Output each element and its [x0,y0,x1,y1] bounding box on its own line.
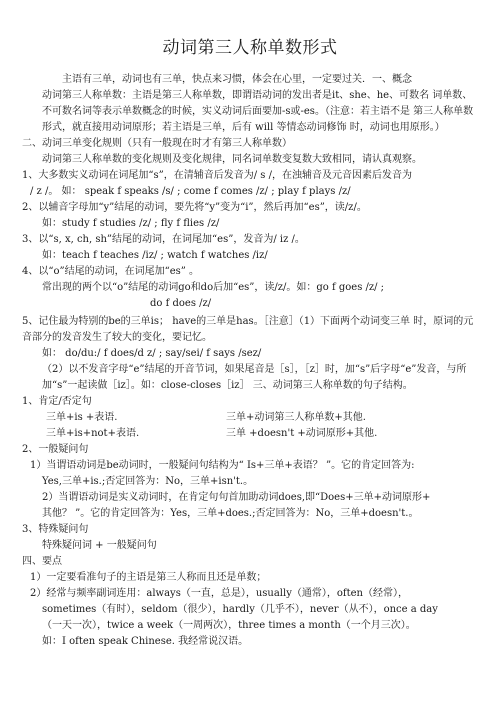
section-4-heading: 四、要点 [22,556,62,567]
question-rule-2: 2）当谓语动词是实义动词时，在肯定句句首加助动词does,即“Does+三单+动词原形+ [42,492,431,503]
formula-row-1 [22,410,482,426]
key-point-2-adverbs: sometimes（有时），seldom（很少），hardly（几乎不），never（从不），once a day [42,604,438,615]
rule-5-example: 如： do/du:/ f does/d z/ ; say/sei/ f says /sez/ [42,348,262,359]
question-rule-2-answer: 其他？ ”。它的肯定回答为：Yes，三单+does.;否定回答为：No，三单+doesn't.。 [42,508,419,519]
document-body [22,72,482,650]
section-2-heading: 二、动词三单变化规则（只有一般现在时才有第三人称单数） [22,138,292,149]
section-3-2-heading: 2、一般疑问句 [22,444,89,455]
intro-rhyme: 主语有三单，动词也有三单，快点来习惯，体会在心里，一定要过关．一、概念 [62,74,412,85]
rule-3: 3、以“s, x, ch, sh”结尾的动词，在词尾加“es”，发音为/ iz /。 [22,234,305,245]
rule-4-example: do f does /z/ [150,298,212,309]
key-point-1: 1）一定要看准句子的主语是第三人称而且还是单数； [30,572,267,583]
formula-negative-be: 三单+is+not+表语. [46,428,140,439]
formula-affirmative-verb: 三单+动词第三人称单数+其他. [226,412,366,423]
section-3-3-heading: 3、特殊疑问句 [22,524,89,535]
section-3-1-heading: 1、肯定/否定句 [22,396,92,407]
formula-affirmative-be: 三单+is +表语. [46,412,118,423]
rule-4-detail: 常出现的两个以“o”结尾的动词go和do后加“es”，读/z/。如：go f goes /z/ ; [42,282,385,293]
key-point-2: 2）经常与频率副词连用：always（一直，总是），usually（通常），often（经常）， [30,588,408,599]
formula-negative-verb: 三单 +doesn't +动词原形+其他. [226,428,378,439]
rule-4: 4、以“o”结尾的动词，在词尾加“es” 。 [22,266,200,277]
rule-3-example: 如：teach f teaches /iz/ ; watch f watches /iz/ [42,250,268,261]
page-title: 动词第三人称单数形式 [162,38,338,58]
special-question-formula: 特殊疑问词 + 一般疑问句 [42,540,157,551]
rule-2: 2、以辅音字母加“y”结尾的动词，要先将“y”变为“i”，然后再加“es”，读/z/。 [22,202,367,213]
rule-5: 5、记住最为特别的be的三单is； have的三单是has。［注意］（1）下面两个动词变三单 时，原词的元音部分的发音发生了较大的变化，要记忆。 [22,316,474,343]
section-2-description: 动词第三人称单数的变化规则及变化规律，同名词单数变复数大致相同，请认真观察。 [42,154,422,165]
rule-5-note: （2）以不发音字母“e”结尾的开音节词，如果尾音是［s］，［z］时，加“s”后字母“e”发音，与所加“s”一起读做［iz］。如：close-closes［iz］ 三、动词第三人称单数的句子结构。 [42,364,467,391]
key-point-2-frequency: （一天一次），twice a week（一周两次），three times a month（一个月三次）。 [42,620,416,631]
rule-1: 1、大多数实义动词在词尾加“s”，在清辅音后发音为/ s /，在浊辅音及元音因素后发音为 [22,170,412,181]
concept-paragraph: 动词第三人称单数：主语是第三人称单数，即谓语动词的发出者是it、she、he、可数名 词单数、不可数名词等表示单数概念的时候，实义动词后面要加-s或-es。（注意：若主语不是 第三人称单数形式，就直接用动词原形；若主语是三单，后有 will 等情态动词修饰 时，动词也用原形。） [42,90,474,133]
key-point-example: 如：I often speak Chinese. 我经常说汉语。 [42,636,249,647]
formula-row-2 [22,426,482,442]
question-rule-1-answer: Yes,三单+is.;否定回答为：No，三单+isn't.。 [42,476,254,487]
rule-1-example: / z /。 如： speak f speaks /s/ ; come f comes /z/ ; play f plays /z/ [30,186,351,197]
question-rule-1: 1）当谓语动词是be动词时，一般疑问句结构为“ Is+三单+表语？ ”。它的肯定回答为: [30,460,415,471]
rule-2-example: 如：study f studies /z/ ; fly f flies /z/ [42,218,220,229]
